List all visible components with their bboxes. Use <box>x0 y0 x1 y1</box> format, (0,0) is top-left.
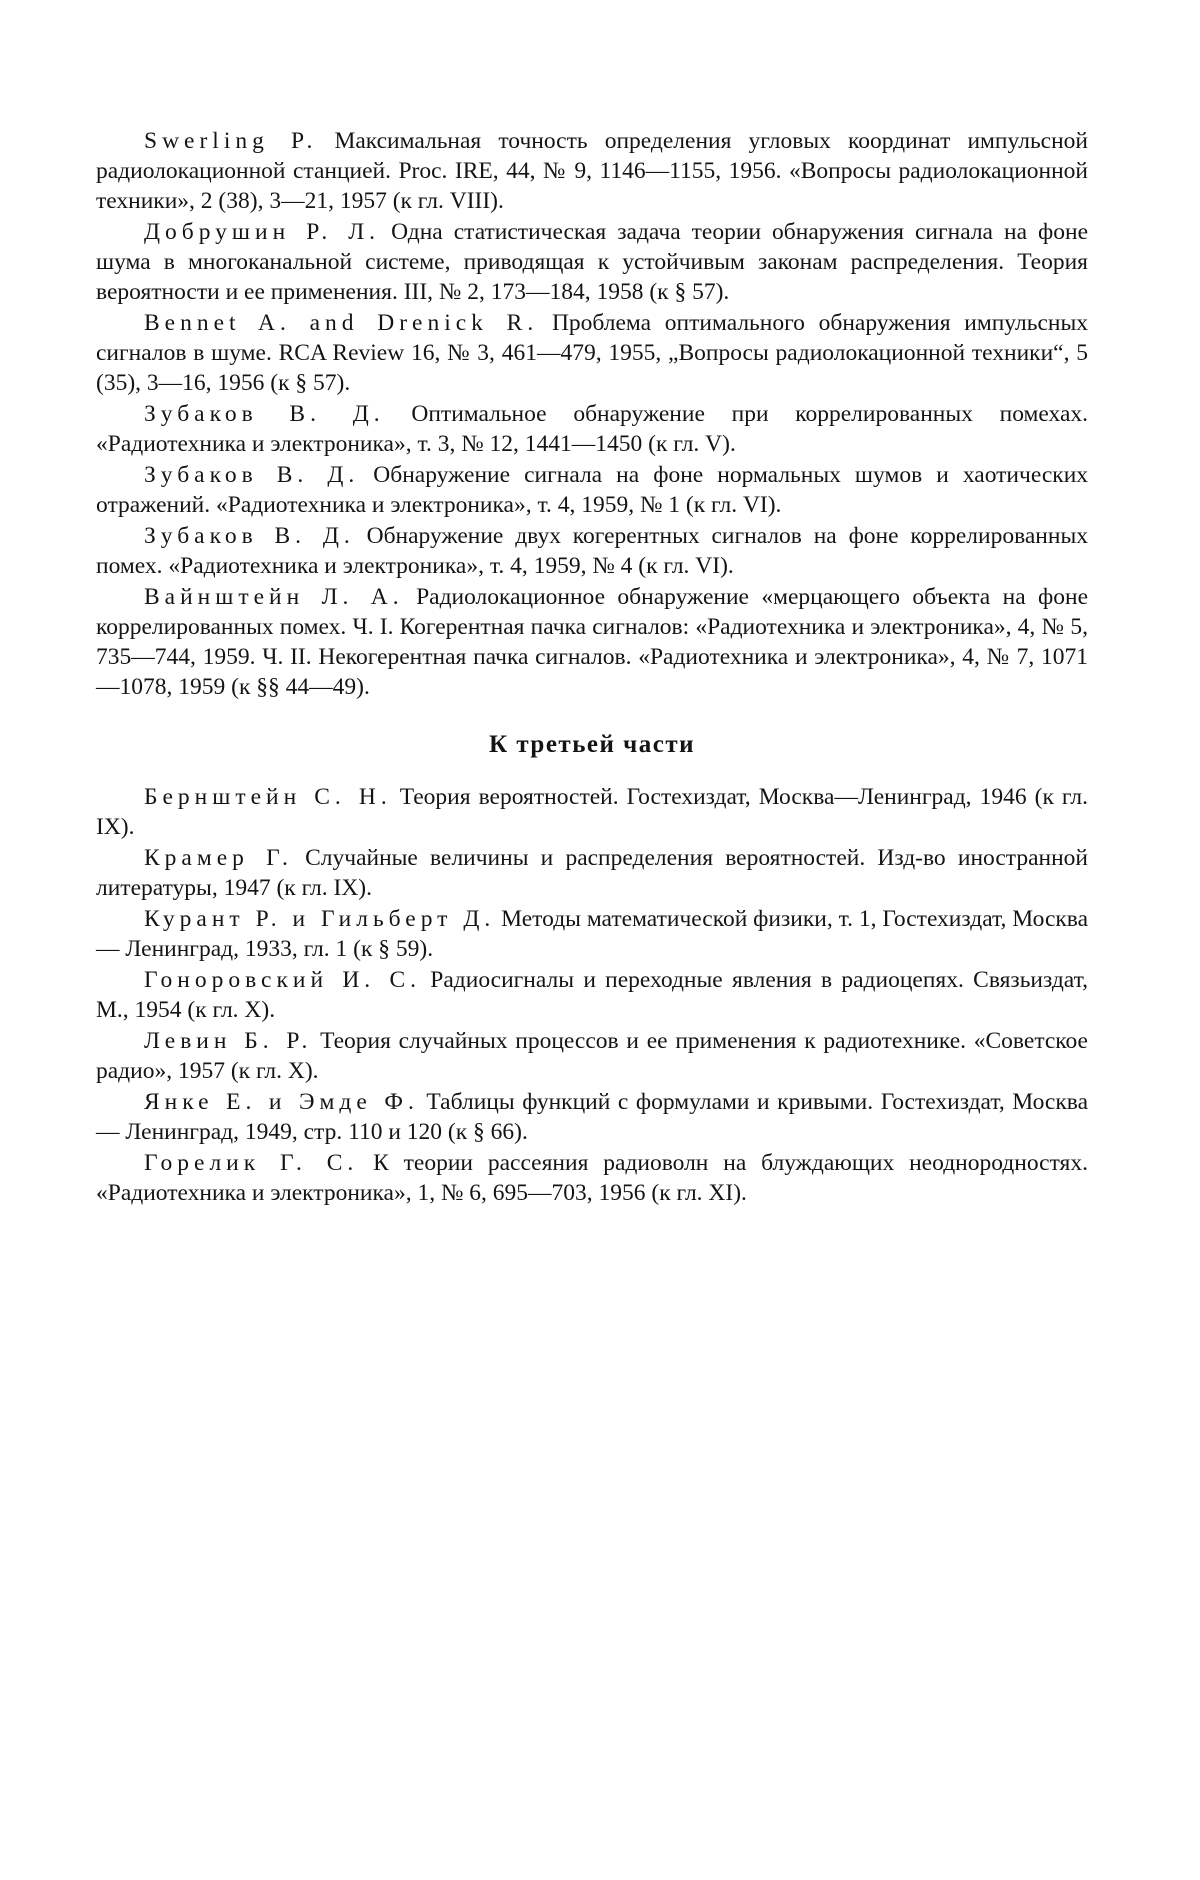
reference-text: Случайные величины и распределения вероятностей. Изд-во иностранной литературы, 1947 (к гл. IX). <box>96 845 1089 901</box>
reference-author: Swerling P. <box>144 128 318 154</box>
reference-entry <box>96 904 1088 964</box>
reference-list-part3 <box>96 782 1088 1208</box>
reference-author: Зубаков В. Д. <box>144 462 360 488</box>
reference-entry <box>96 308 1088 398</box>
reference-entry <box>96 399 1088 459</box>
reference-author: Добрушин Р. Л. <box>144 219 381 245</box>
reference-text: Теория вероятностей. Гостехиздат, Москва—Ленинград, 1946 (к гл. IX). <box>96 784 1088 840</box>
reference-entry <box>96 126 1088 216</box>
reference-text: Радиосигналы и переходные явления в радиоцепях. Связьиздат, М., 1954 (к гл. X). <box>96 967 1089 1023</box>
reference-author: Бернштейн С. Н. <box>144 784 392 810</box>
reference-entry <box>96 460 1088 520</box>
reference-entry <box>96 1087 1088 1147</box>
reference-entry <box>96 782 1088 842</box>
reference-entry <box>96 1026 1088 1086</box>
reference-text: Радиолокационное обнаружение «мерцающего объекта на фоне коррелированных помех. Ч. I. Когерентная пачка сигналов: «Радиотехника и электроника», 4, № 5, 735—744, 1959. Ч. II. Некогерентная пачка сигналов. «Радиотехника и электроника», 4, № 7, 1071—1078, 1959 (к §§ 44—49). <box>96 584 1089 700</box>
reference-author: Зубаков В. Д. <box>144 401 385 427</box>
reference-text: К теории рассеяния радиоволн на блуждающих неоднородностях. «Радиотехника и электроника», 1, № 6, 695—703, 1956 (к гл. XI). <box>96 1150 1088 1206</box>
reference-entry <box>96 965 1088 1025</box>
reference-list-part2 <box>96 126 1088 702</box>
bibliography-page <box>96 126 1088 1209</box>
reference-entry <box>96 521 1088 581</box>
reference-text: Теория случайных процессов и ее применения к радиотехнике. «Советское радио», 1957 (к гл. X). <box>96 1028 1088 1084</box>
reference-author: Зубаков В. Д. <box>144 523 355 549</box>
reference-author: Курант Р. и Гильберт Д. <box>144 906 496 932</box>
reference-author: Левин Б. Р. <box>144 1028 313 1054</box>
reference-text: Методы математической физики, т. 1, Гостехиздат, Москва — Ленинград, 1933, гл. 1 (к § 59). <box>96 906 1089 962</box>
reference-text: Обнаружение двух когерентных сигналов на фоне коррелированных помех. «Радиотехника и электроника», т. 4, 1959, № 4 (к гл. VI). <box>96 523 1088 579</box>
reference-text: Максимальная точность определения угловых координат импульсной радиолокационной станцией. Proc. IRE, 44, № 9, 1146—1155, 1956. «Вопросы радиолокационной техники», 2 (38), 3—21, 1957 (к гл. VIII). <box>96 128 1088 214</box>
reference-text: Таблицы функций с формулами и кривыми. Гостехиздат, Москва — Ленинград, 1949, стр. 110 и 120 (к § 66). <box>96 1089 1089 1145</box>
reference-text: Проблема оптимального обнаружения импульсных сигналов в шуме. RCA Review 16, № 3, 461—479, 1955, „Вопросы радиолокационной техники“, 5 (35), 3—16, 1956 (к § 57). <box>96 310 1088 396</box>
reference-author: Bennet A. and Drenick R. <box>144 310 539 336</box>
reference-entry <box>96 217 1088 307</box>
reference-text: Одна статистическая задача теории обнаружения сигнала на фоне шума в многоканальной системе, приводящая к устойчивым законам распределения. Теория вероятности и ее применения. III, № 2, 173—184, 1958 (к § 57). <box>96 219 1089 305</box>
section-heading: К третьей части <box>488 731 696 758</box>
reference-author: Вайнштейн Л. А. <box>144 584 404 610</box>
reference-author: Горелик Г. С. <box>144 1150 359 1176</box>
reference-author: Янке Е. и Эмде Ф. <box>144 1089 419 1115</box>
reference-author: Гоноровский И. С. <box>144 967 422 993</box>
reference-entry <box>96 582 1088 702</box>
reference-entry <box>96 1148 1088 1208</box>
reference-text: Оптимальное обнаружение при коррелированных помехах. «Радиотехника и электроника», т. 3, № 12, 1441—1450 (к гл. V). <box>96 401 1089 457</box>
reference-author: Крамер Г. <box>144 845 293 871</box>
reference-entry <box>96 843 1088 903</box>
reference-text: Обнаружение сигнала на фоне нормальных шумов и хаотических отражений. «Радиотехника и электроника», т. 4, 1959, № 1 (к гл. VI). <box>96 462 1089 518</box>
